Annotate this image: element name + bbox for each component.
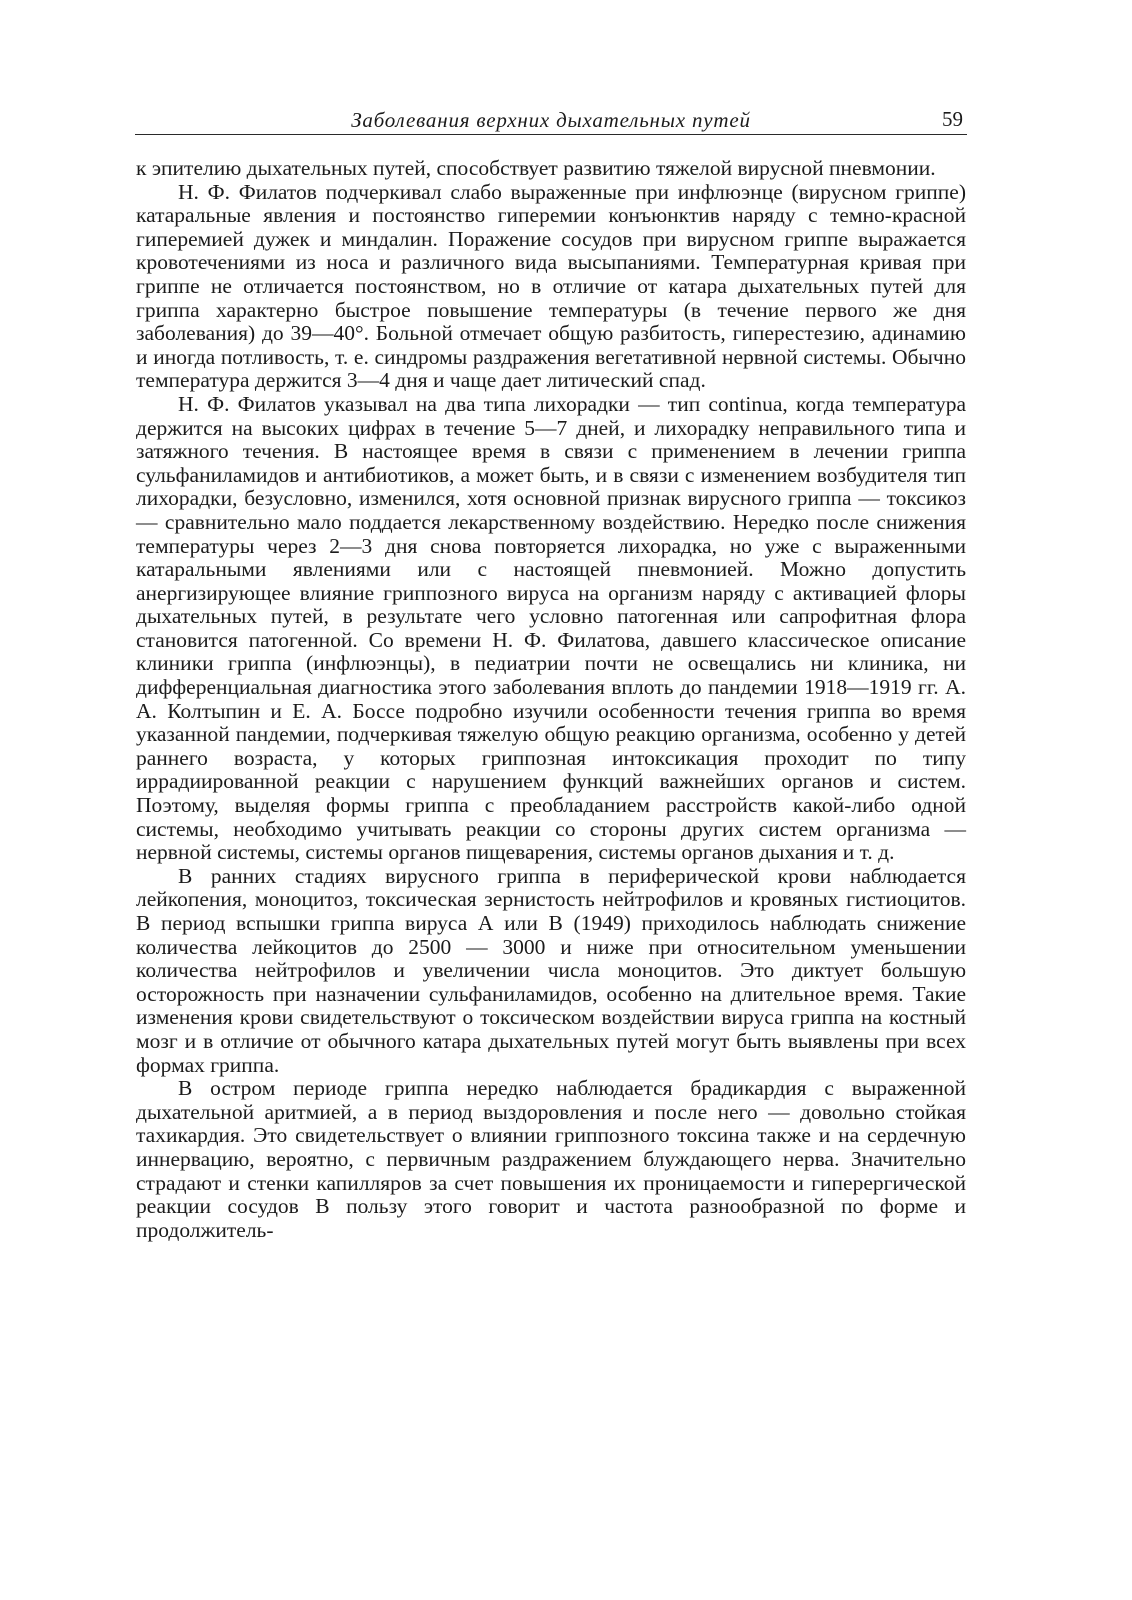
running-header [135,104,967,135]
paragraph-blood-changes: В ранних стадиях вирусного гриппа в периферической крови наблюдается лейкопения, моноцитоз, токсическая зернистость нейтрофилов и кровяных гистиоцитов. В период вспышки гриппа вируса А или В (1949) приходилось наблюдать снижение количества лейкоцитов до 2500 — 3000 и ниже при относительном уменьшении количества нейтрофилов и увеличении числа моноцитов. Это диктует большую осторожность при назначении сульфаниламидов, особенно на длительное время. Такие изменения крови свидетельствуют о токсическом воздействии вируса гриппа на костный мозг и в отличие от обычного катара дыхательных путей могут быть выявлены при всех формах гриппа. [136,863,966,1077]
page-number: 59 [942,107,963,131]
paragraph-cardiac-changes: В остром периоде гриппа нередко наблюдается брадикардия с выраженной дыхательной аритмией, а в период выздоровления и после него — довольно стойкая тахикардия. Это свидетельствует о влиянии гриппозного токсина также и на сердечную иннервацию, вероятно, с первичным раздражением блуждающего нерва. Значительно страдают и стенки капилляров за счет повышения их проницаемости и гиперергической реакции сосудов В пользу этого говорит и частота разнообразной по форме и продолжитель- [136,1076,966,1242]
running-title: Заболевания верхних дыхательных путей [351,108,751,132]
paragraph-fever-types: Н. Ф. Филатов указывал на два типа лихорадки — тип continua, когда температура держится на высоких цифрах в течение 5—7 дней, и лихорадку неправильного типа и затяжного течения. В настоящее время в связи с применением в лечении гриппа сульфаниламидов и антибиотиков, а может быть, и в связи с изменением возбудителя тип лихорадки, безусловно, изменился, хотя основной признак вирусного гриппа — токсикоз — сравнительно мало поддается лекарственному воздействию. Нередко после снижения температуры через 2—3 дня снова повторяется лихорадка, но уже с выраженными катаральными явлениями или с настоящей пневмонией. Можно допустить анергизирующее влияние гриппозного вируса на организм наряду с активацией флоры дыхательных путей, в результате чего условно патогенная или сапрофитная флора становится патогенной. Со времени Н. Ф. Филатова, давшего классическое описание клиники гриппа (инфлюэнцы), в педиатрии почти не освещались ни клиника, ни дифференциальная диагностика этого заболевания вплоть до пандемии 1918—1919 гг. А. А. Колтыпин и Е. А. Боссе подробно изучили особенности течения гриппа во время указанной пандемии, подчеркивая тяжелую общую реакцию организма, особенно у детей раннего возраста, у которых гриппозная интоксикация проходит по типу иррадиированной реакции с нарушением функций важнейших органов и систем. Поэтому, выделяя формы гриппа с преобладанием расстройств какой-либо одной системы, необходимо учитывать реакции со стороны других систем организма — нервной системы, системы органов пищеварения, системы органов дыхания и т. д. [136,391,966,865]
paragraph-continued: к эпителию дыхательных путей, способствует развитию тяжелой вирусной пневмонии. [136,156,936,180]
paragraph-filatov-symptoms: Н. Ф. Филатов подчеркивал слабо выраженные при инфлюэнце (вирусном гриппе) катаральные явления и постоянство гиперемии конъюнктив наряду с темно-красной гиперемией дужек и миндалин. Поражение сосудов при вирусном гриппе выражается кровотечениями из носа и различного вида высыпаниями. Температурная кривая при гриппе не отличается постоянством, но в отличие от катара дыхательных путей для гриппа характерно быстрое повышение температуры (в течение первого же дня заболевания) до 39—40°. Больной отмечает общую разбитость, гиперестезию, адинамию и иногда потливость, т. е. синдромы раздражения вегетативной нервной системы. Обычно температура держится 3—4 дня и чаще дает литический спад. [136,179,966,393]
body-text [136,157,966,1242]
